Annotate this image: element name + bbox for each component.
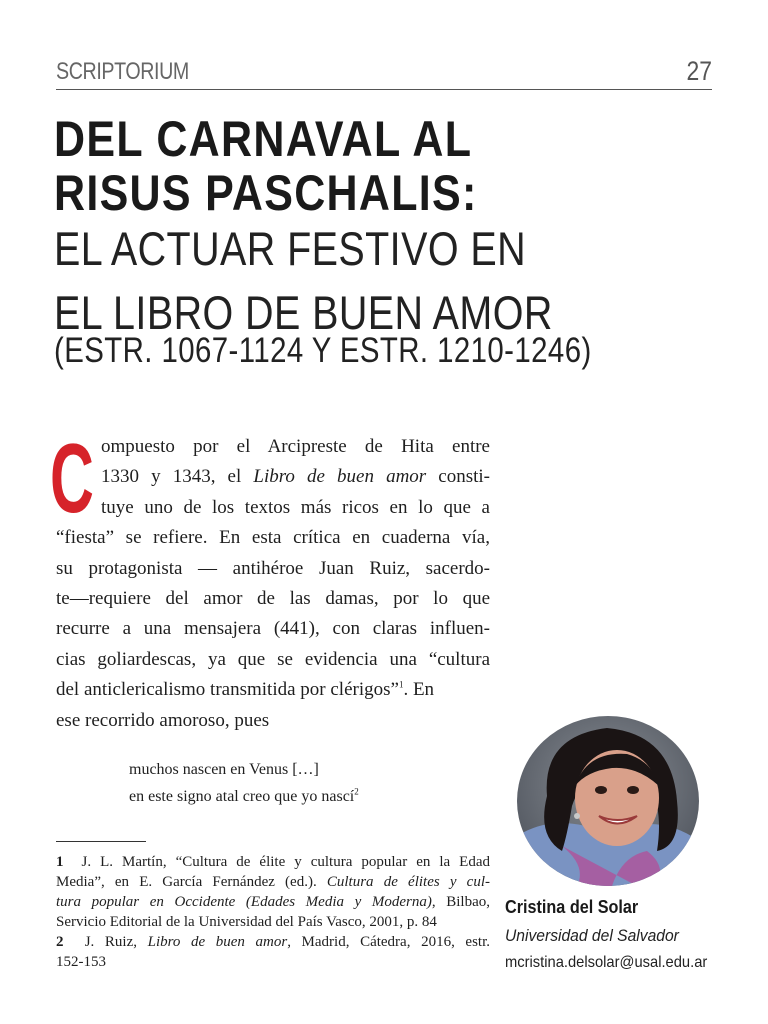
body-text-span: del anticlericalismo transmitida por clérigos” [56,679,399,701]
body-line: cias goliardescas, ya que se evidencia una “cultura [56,648,490,670]
author-email[interactable]: mcristina.delsolar@usal.edu.ar [505,954,708,971]
footnote-text: Media”, en E. García Fernández (ed.). [56,874,317,890]
body-paragraph [56,432,490,736]
body-line [56,675,490,705]
title-line-5: (ESTR. 1067-1124 Y ESTR. 1210-1246) [54,331,592,370]
body-line: ese recorrido amoroso, pues [56,709,270,731]
footnote-text: , Bilbao, [431,894,490,910]
footnote-divider [56,841,146,842]
body-line [56,462,490,492]
footnote-italic: Cultura de élites y cul- [326,874,490,890]
footnote-line: Servicio Editorial de la Universidad del País Vasco, 2001, p. 84 [56,914,437,930]
footnote-number: 2 [56,934,64,950]
author-name: Cristina del Solar [505,897,639,917]
footnotes [56,852,490,972]
body-line: recurre a una mensajera (441), con claras influen- [56,618,490,640]
body-text-span: consti- [438,466,491,488]
footnote-1 [56,852,490,872]
footnote-line [56,872,490,892]
quote-text: en este signo atal creo que yo nascí [129,788,355,805]
article-title [54,112,734,370]
footnote-ref: 1 [398,679,404,690]
quote-line [129,783,359,810]
author-photo [517,716,699,886]
body-text-span: 1330 y 1343, el [101,466,242,488]
footnote-ref: 2 [354,786,359,797]
verse-quote [129,756,359,810]
author-affiliation: Universidad del Salvador [505,926,679,945]
book-title: Libro de buen amor [253,466,427,488]
body-line: tuye uno de los textos más ricos en lo que a [101,496,490,518]
quote-line: muchos nascen en Venus […] [129,761,319,778]
footnote-text: J. Ruiz, [84,934,137,950]
page-header [56,56,712,90]
footnote-italic: tura popular en Occidente (Edades Media y Moderna) [56,894,432,910]
footnote-2 [56,932,490,952]
page-number: 27 [686,56,712,86]
body-text-span: . En [403,679,435,701]
drop-cap: C [50,423,94,533]
body-line: “fiesta” se refiere. En esta crítica en cuaderna vía, [56,527,490,549]
body-line: su protagonista — antihéroe Juan Ruiz, sacerdo- [56,557,490,579]
footnote-italic: Libro de buen amor [147,934,288,950]
title-line-4: EL LIBRO DE BUEN AMOR [54,286,553,339]
footnote-line [56,892,490,912]
body-line: ompuesto por el Arcipreste de Hita entre [101,436,490,457]
footnote-text: J. L. Martín, “Cultura de élite y cultura popular en la Edad [81,854,490,870]
footnote-line: 152-153 [56,954,106,970]
body-line: te—requiere del amor de las damas, por lo que [56,587,490,609]
title-line-1: DEL CARNAVAL AL [54,111,473,167]
title-line-3: EL ACTUAR FESTIVO EN [54,222,527,275]
footnote-text: , Madrid, Cátedra, 2016, estr. [287,934,491,950]
title-line-2: RISUS PASCHALIS: [54,165,478,221]
footnote-number: 1 [56,854,64,870]
section-name: SCRIPTORIUM [56,58,189,85]
